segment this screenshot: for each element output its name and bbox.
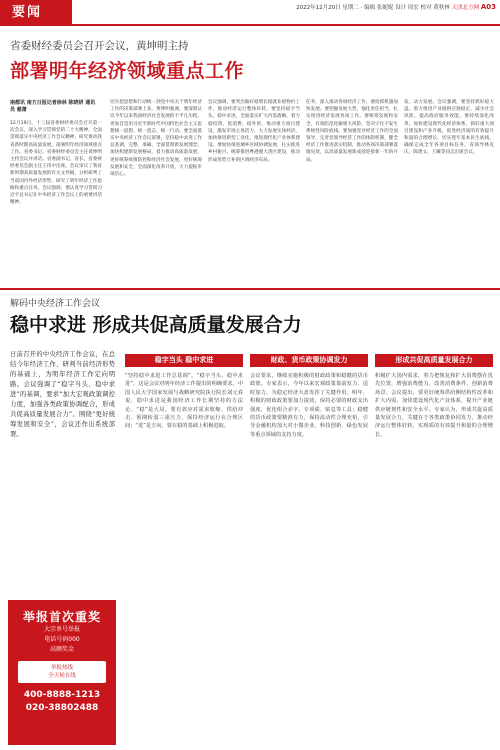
article2-column-3: 积极扩大国内需求，着力把恢复和扩大消费摆在优先位置，增强消费能力，改善消费条件，创新消费场景。会议提出，要更好统筹供给侧结构性改革和扩大内需，加快建设现代化产业体系，提升产业链供应链韧性和安全水平。专家认为，形成共促高质量发展合力，关键在于各类政策协同发力，推动经济运行整体好转，实现质的有效提升和量的合理增长。 xyxy=(375,373,493,438)
ad-box-line: 全天候在线 xyxy=(48,673,76,679)
date-line: 2022年12月20日 星期二 · 编辑 张妮妮 设计 周宏 校对 黄秋林 xyxy=(296,5,450,11)
ad-phone-number: 020-38802488 xyxy=(25,703,99,713)
article2-intro: 日前召开的中央经济工作会议，在总结今年经济工作、研判当前经济形势的基础上，为明年经济工作定向明路。会议强调了“稳字当头、稳中求进”的基调，要求“加大宏观政策调控力度，加强各类政策协调配合，形成共促高质量发展合力”。围绕“更好统筹发展和安全”，会议还作出系统部署。 xyxy=(10,351,115,438)
page-header xyxy=(0,0,500,26)
advertisement xyxy=(8,600,116,745)
article2-title: 稳中求进 形成共促高质量发展合力 xyxy=(10,314,302,336)
subheading-2: 财政、货币政策协调发力 xyxy=(250,354,368,367)
ad-phones xyxy=(8,689,116,715)
article1-lead: 南都讯 南方日报记者徐林 陈晓妍 通讯员 慈萧 xyxy=(10,100,96,113)
article1-column-2: 切实把思想和行动统一到党中央关于明年经济工作的决策部署上来。黄坤明强调，要深刻认识今年以来我国经济社会发展的不平凡历程，更加自觉用习近平新时代中国特色社会主义思想统一思想、统一意志、统一行动。要全面落实中央经济工作会议部署，坚持稳中求进工作总基调，完整、准确、全面贯彻新发展理念，加快构建新发展格局，着力推动高质量发展，更好统筹疫情防控和经济社会发展，更好统筹发展和安全，全面深化改革开放，大力提振市场信心。 xyxy=(110,100,202,178)
article1-title: 部署明年经济领域重点工作 xyxy=(10,60,245,82)
section-tag: 要闻 xyxy=(0,0,72,26)
header-meta xyxy=(296,3,496,11)
article1-column-4: 任务，深入推动各项经济工作，要抢抓机遇加快发展。要把握发展大势，强化责任担当，扎实推进经济发展各项工作。要统筹发展和安全，有效防范化解重大风险，坚决守住不发生系统性风险底线。要加强党对经济工作的全面领导，完善党领导经济工作的体制机制，健全经济工作推进落实机制，推动各项决策部署落地见效，以高质量发展新成效迎接新一年的开局。 xyxy=(306,100,398,163)
ad-info-box xyxy=(18,661,106,683)
section-divider xyxy=(0,288,500,290)
article2-subtitle: 解码中央经济工作会议 xyxy=(10,299,101,309)
article2-column-2: 会议要求，继续实施积极的财政政策和稳健的货币政策。专家表示，今年以来宏观政策靠前发力、适时加力，为稳定经济大盘发挥了关键作用。明年，积极的财政政策要加力提效，保持必要的财政支出强度，优化组合赤字、专项债、贴息等工具；稳健的货币政策要精准有力，保持流动性合理充裕，引导金融机构加大对小微企业、科技创新、绿色发展等重点领域的支持力度。 xyxy=(250,373,368,438)
ad-box-line: 举报热线 xyxy=(50,665,73,671)
subheading-1: 稳字当头 稳中求进 xyxy=(125,354,243,367)
edition-label: 天津北方网 xyxy=(451,5,480,11)
article1-column-5: 发、动力发展。会议强调，要坚持抓好稳大盘、着力推进产业链供应链稳定、减少社会风险、提高政府服务效能。要持续深化改革，加快建设现代化经济体系，抓好重大项目建设和产业升级，促进经济质的有效提升和量的合理增长，切实兜牢基本民生底线，确保完成全年各项目标任务。省领导林克庆、陈建文、王曦等同志出席会议。 xyxy=(404,100,494,156)
ad-phone-number: 400-8888-1213 xyxy=(23,690,101,700)
ad-line: 大宗单号举报 xyxy=(43,626,80,633)
article1-column-1: 12月19日，十三届省委财经委员会召开第一次会议，深入学习贯彻党的二十大精神，全面贯彻落实中央经济工作会议精神，研究推动我省新时期高质量发展，部署明年经济领域重点工作。省委书记、省委财经委员会主任黄坤明主持会议并讲话。省委副书记、省长、省委财经委员会副主任王伟中出席。会议审议了我省新时期高质量发展的有关文件稿，分析研判了当前国内外经济形势，研究了明年经济工作思路和重点任务。会议强调，要认真学习贯彻习近平总书记在中央经济工作会议上的重要讲话精神。 xyxy=(10,121,102,206)
subheading-3: 形成共促高质量发展合力 xyxy=(375,354,493,367)
article2-column-1: “坚持稳中求进工作总基调”，“稳字当头、稳中求进”，这是会议对明年经济工作提出的明确要求。中国人民大学国家发展与战略研究院执行院长刘元春说，稳中求进是我国经济工作长期坚持的方法论。“稳”是大局，要有效应对需求收缩、供给冲击、预期转弱三重压力，保持经济运行在合理区间；“进”是方向，要在稳的基础上积极进取。 xyxy=(125,373,243,430)
article1-subtitle: 省委财经委员会召开会议，黄坤明主持 xyxy=(10,40,189,52)
ad-line: 高额奖金 xyxy=(49,646,74,653)
article1-column-3: 会议强调，要突出做好稳增长稳就业稳物价工作，推动经济运行整体好转。要坚持稳字当头、稳中求进，全面落实扩大内需战略，着力稳投资、促消费、稳外贸，推动重大项目建设，激发市场主体活力，大力发展实体经济，加快推进新型工业化，推进现代化产业体系建设。要加快推进城乡区域协调发展，扎实推进乡村振兴，统筹推进粤港澳大湾区建设，推动形成优势互补的区域经济布局。 xyxy=(208,100,300,163)
ad-line: 电话号码000 xyxy=(44,636,80,643)
ad-title: 举报首次重奖 xyxy=(22,610,101,624)
page-number: A03 xyxy=(480,3,496,11)
